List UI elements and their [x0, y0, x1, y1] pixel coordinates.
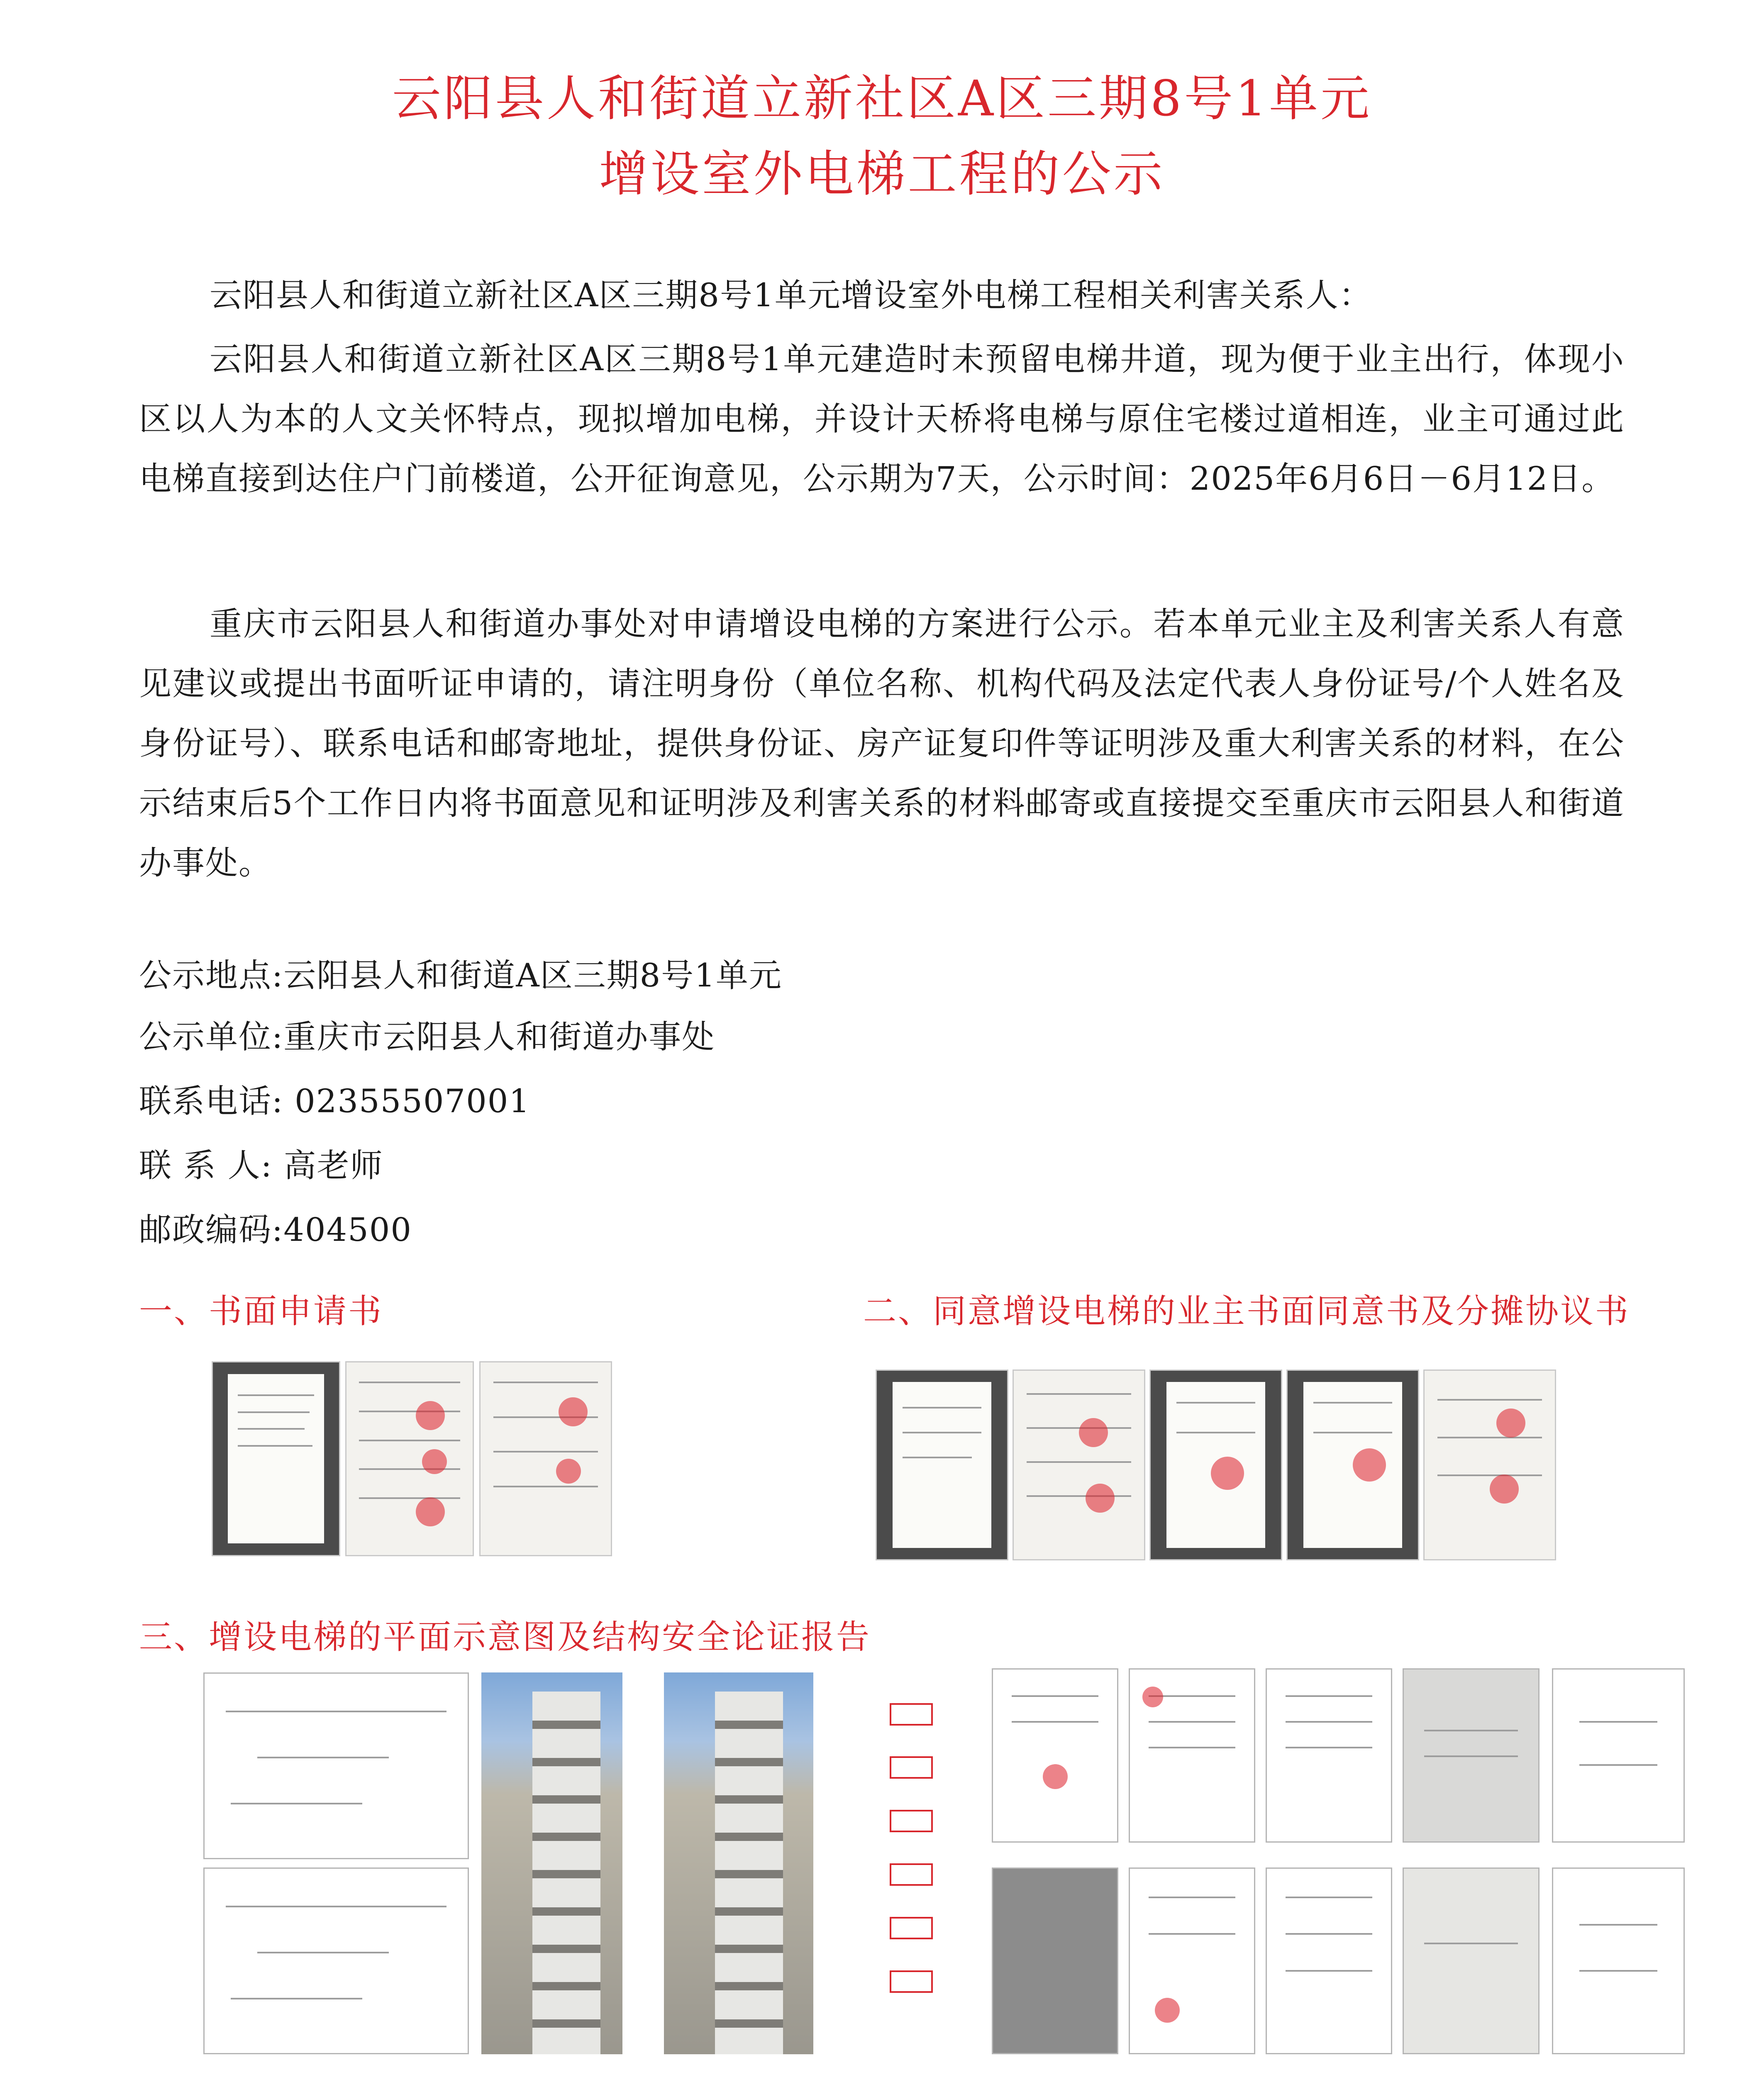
info-postcode: 邮政编码:404500: [139, 1211, 412, 1249]
info-phone: 联系电话: 02355507001: [139, 1083, 530, 1120]
info-unit: 公示单位:重庆市云阳县人和街道办事处: [139, 1018, 715, 1056]
document-photo: [1286, 1370, 1419, 1560]
document-photo: [876, 1370, 1008, 1560]
paragraph-2: 重庆市云阳县人和街道办事处对申请增设电梯的方案进行公示。若本单元业主及利害关系人有意见建议或提出书面听证申请的，请注明身份（单位名称、机构代码及法定代表人身份证号/个人姓名及身份证号）、联系电话和邮寄地址，提供身份证、房产证复印件等证明涉及重大利害关系的材料，在公示结束后5个工作日内将书面意见和证明涉及利害关系的材料邮寄或直接提交至重庆市云阳县人和街道办事处。: [139, 605, 1625, 882]
certificate-page: [1552, 1668, 1685, 1843]
info-location: 公示地点:云阳县人和街道A区三期8号1单元: [139, 957, 782, 994]
report-page: [1266, 1668, 1392, 1843]
title-line-1: 云阳县人和街道立新社区A区三期8号1单元: [392, 70, 1372, 127]
report-page: [1266, 1868, 1392, 2054]
document-photo: [1013, 1370, 1145, 1560]
report-page: [992, 1668, 1118, 1843]
document-photo: [212, 1361, 340, 1556]
certificate-page: [1552, 1868, 1685, 2054]
site-plan-drawing: [203, 1672, 469, 1859]
paragraph-1: 云阳县人和街道立新社区A区三期8号1单元建造时未预留电梯井道，现为便于业主出行，体现小区以人为本的人文关怀特点，现拟增加电梯，并设计天桥将电梯与原住宅楼过道相连，业主可通过此电梯直接到达住户门前楼道，公开征询意见，公示期为7天，公示时间：2025年6月6日－6月12日。: [139, 341, 1625, 498]
rendering-caption-panel: [622, 1672, 664, 2054]
section-1-heading: 一、书面申请书: [139, 1292, 383, 1330]
report-page: [1129, 1868, 1255, 2054]
certificate-page: [1403, 1668, 1540, 1843]
site-plan-drawing: [203, 1868, 469, 2054]
rendering-caption-panel: [813, 1672, 938, 2054]
elevator-rendering-photo: [664, 1672, 834, 2054]
salutation: 云阳县人和街道立新社区A区三期8号1单元增设室外电梯工程相关利害关系人：: [210, 277, 1372, 314]
title-line-2: 增设室外电梯工程的公示: [599, 145, 1165, 203]
section-2-heading: 二、同意增设电梯的业主书面同意书及分摊协议书: [863, 1292, 1630, 1330]
document-photo: [345, 1361, 474, 1556]
certificate-page: [1403, 1868, 1540, 2054]
document-photo: [1149, 1370, 1282, 1560]
info-contact: 联 系 人: 高老师: [139, 1147, 383, 1184]
section-3-heading: 三、增设电梯的平面示意图及结构安全论证报告: [139, 1618, 871, 1656]
document-photo: [1423, 1370, 1556, 1560]
report-page: [992, 1868, 1118, 2054]
report-page: [1129, 1668, 1255, 1843]
document-photo: [479, 1361, 612, 1556]
